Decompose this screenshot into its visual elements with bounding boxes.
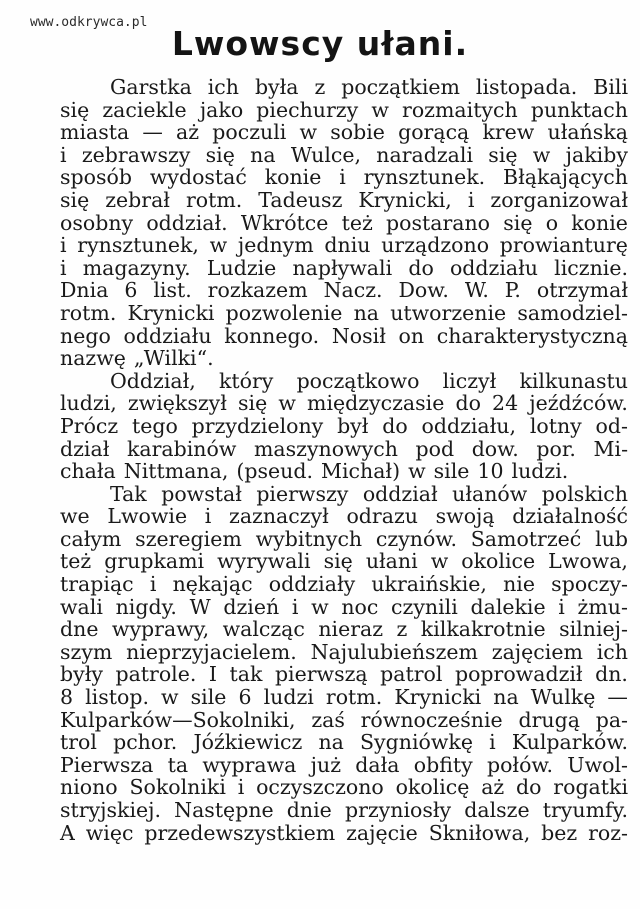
text-line: wali nigdy. W dzień i w noc czynili dalekie i żmu- [60, 594, 628, 619]
text-line: Kulparków—Sokolniki, zaś równocześnie drugą pa- [60, 707, 628, 732]
text-line: Tak powstał pierwszy oddział ułanów polskich [110, 481, 628, 506]
text-line: ludzi, zwiększył się w międzyczasie do 24 jeźdźców. [60, 391, 628, 416]
text-line: osobny oddział. Wkrótce też postarano się o konie [60, 210, 628, 235]
text-line: rotm. Krynicki pozwolenie na utworzenie samodziel- [60, 300, 628, 325]
watermark-url: www.odkrywca.pl [30, 15, 148, 30]
text-line: Garstka ich była z początkiem listopada. Bili [110, 75, 628, 99]
text-line: nego oddziału konnego. Nosił on charakterystyczną [60, 323, 628, 348]
text-line: sposób wydostać konie i rynsztunek. Błąkających [60, 165, 628, 190]
text-line: A więc przedewszystkiem zajęcie Skniłowa, bez roz- [60, 820, 628, 845]
text-line: i zebrawszy się na Wulce, naradzali się w jakiby [60, 142, 628, 167]
text-line: niono Sokolniki i oczyszczono okolicę aż do rogatki [60, 775, 628, 800]
text-line: szym nieprzyjacielem. Najulubieńszem zajęciem ich [60, 639, 628, 664]
text-line: dział karabinów maszynowych pod dow. por. Mi- [60, 436, 628, 461]
text-line: 8 listop. w sile 6 ludzi rotm. Krynicki na Wulkę — [60, 685, 628, 710]
text-line: Pierwsza ta wyprawa już dała obfity połów. Uwol- [60, 752, 628, 777]
article-title: Lwowscy ułani. [171, 24, 469, 63]
text-line: dne wyprawy, walcząc nieraz z kilkakrotnie silniej- [60, 617, 628, 642]
text-line: też grupkami wyrywali się ułani w okolice Lwowa, [60, 549, 628, 574]
text-line: trol pchor. Jóźkiewicz na Sygniówkę i Kulparków. [60, 730, 628, 755]
text-line: trapiąc i nękając oddziały ukraińskie, nie spoczy- [60, 572, 628, 597]
text-line: i magazyny. Ludzie napływali do oddziału licznie. [60, 255, 628, 280]
text-line: całym szeregiem wybitnych czynów. Samotrzeć lub [60, 526, 628, 551]
text-line: się zaciekle jako piechurzy w rozmaitych punktach [60, 97, 628, 122]
text-line: we Lwowie i zaznaczył odrazu swoją działalność [60, 504, 628, 529]
text-line: Oddział, który początkowo liczył kilkunastu [110, 368, 628, 393]
text-line: miasta — aż poczuli w sobie gorącą krew ułańską [60, 120, 628, 145]
text-line: Dnia 6 list. rozkazem Nacz. Dow. W. P. otrzymał [60, 278, 628, 303]
text-line: się zebrał rotm. Tadeusz Krynicki, i zorganizował [60, 187, 628, 212]
text-line: Prócz tego przydzielony był do oddziału, lotny od- [60, 413, 628, 438]
text-line: stryjskiej. Następne dnie przyniosły dalsze tryumfy. [60, 798, 628, 822]
text-line: były patrole. I tak pierwszą patrol poprowadził dn. [60, 662, 628, 687]
text-line: nazwę „Wilki“. [60, 346, 214, 371]
text-line: i rynsztunek, w jednym dniu urządzono prowianturę [60, 233, 628, 258]
text-line: chała Nittmana, (pseud. Michał) w sile 10 ludzi. [60, 459, 569, 484]
article-body [60, 76, 628, 844]
